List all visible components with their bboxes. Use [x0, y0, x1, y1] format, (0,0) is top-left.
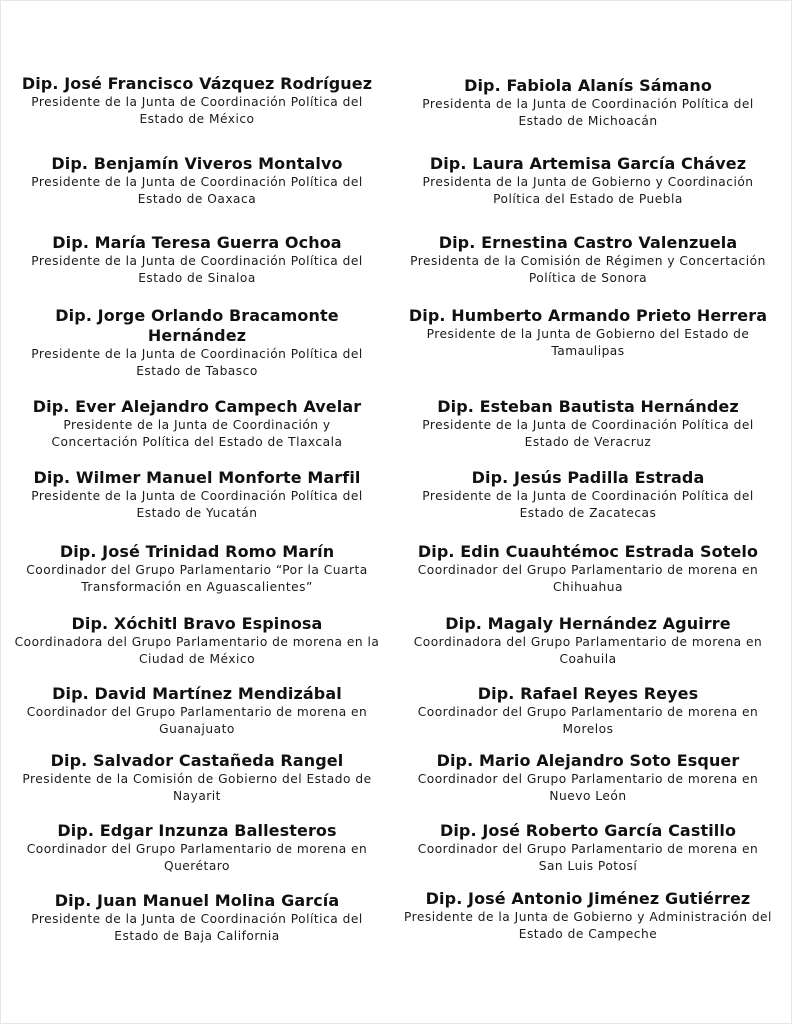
signatory-name: Dip. María Teresa Guerra Ochoa	[52, 233, 342, 252]
signatory-role: Presidente de la Junta de Coordinación y Concertación Política del Estado de Tlaxcala	[51, 418, 343, 449]
signatory-role: Presidente de la Junta de Gobierno del Estado de Tamaulipas	[426, 327, 750, 358]
signatory-entry	[11, 306, 383, 380]
signatory-entry	[396, 542, 780, 596]
signatory-role: Coordinador del Grupo Parlamentario de morena en Querétaro	[26, 842, 368, 873]
signatory-role: Presidenta de la Junta de Coordinación Política del Estado de Michoacán	[422, 97, 754, 128]
signatory-role: Presidente de la Junta de Coordinación Política del Estado de Yucatán	[31, 489, 363, 520]
signatory-name: Dip. José Francisco Vázquez Rodríguez	[21, 74, 373, 93]
signatory-role: Presidente de la Junta de Coordinación Política del Estado de Sinaloa	[31, 254, 363, 285]
signatory-name: Dip. Jesús Padilla Estrada	[471, 468, 705, 487]
signatory-entry	[396, 468, 780, 522]
signatory-role: Presidente de la Comisión de Gobierno del Estado de Nayarit	[22, 772, 372, 803]
signatory-role: Presidente de la Junta de Coordinación Política del Estado de Oaxaca	[31, 175, 363, 206]
signatory-entry	[11, 891, 383, 945]
signatory-name: Dip. Fabiola Alanís Sámano	[464, 76, 712, 95]
signatory-entry	[396, 76, 780, 130]
signatory-name: Dip. Laura Artemisa García Chávez	[429, 154, 747, 173]
signatory-role: Presidente de la Junta de Coordinación Política del Estado de México	[31, 95, 363, 126]
signatory-role: Coordinador del Grupo Parlamentario de morena en Nuevo León	[417, 772, 759, 803]
signatory-name: Dip. Wilmer Manuel Monforte Marfil	[33, 468, 361, 487]
signatory-entry	[396, 614, 780, 668]
signatory-role: Coordinador del Grupo Parlamentario de morena en Chihuahua	[417, 563, 759, 594]
signatory-entry	[396, 889, 780, 943]
signatory-role: Presidente de la Junta de Gobierno y Administración del Estado de Campeche	[404, 910, 772, 941]
signatory-name: Dip. Rafael Reyes Reyes	[477, 684, 699, 703]
signatory-name: Dip. Ever Alejandro Campech Avelar	[32, 397, 362, 416]
signatory-role: Coordinador del Grupo Parlamentario de morena en Guanajuato	[26, 705, 368, 736]
signatory-entry	[11, 684, 383, 738]
signatory-entry	[11, 468, 383, 522]
signatory-entry	[396, 751, 780, 805]
signatory-role: Presidenta de la Junta de Gobierno y Coordinación Política del Estado de Puebla	[422, 175, 754, 206]
signatory-role: Presidente de la Junta de Coordinación Política del Estado de Baja California	[31, 912, 363, 943]
signatory-name: Dip. Esteban Bautista Hernández	[437, 397, 739, 416]
signatory-role: Coordinadora del Grupo Parlamentario de morena en la Ciudad de México	[14, 635, 380, 666]
signatory-name: Dip. Edgar Inzunza Ballesteros	[57, 821, 337, 840]
signatory-name: Dip. Magaly Hernández Aguirre	[445, 614, 731, 633]
signatory-role: Presidente de la Junta de Coordinación Política del Estado de Zacatecas	[422, 489, 754, 520]
signatory-role: Presidente de la Junta de Coordinación Política del Estado de Veracruz	[422, 418, 754, 449]
signatory-role: Coordinadora del Grupo Parlamentario de morena en Coahuila	[413, 635, 763, 666]
signatory-name: Dip. Edin Cuauhtémoc Estrada Sotelo	[417, 542, 759, 561]
signatory-entry	[11, 614, 383, 668]
signatory-name: Dip. Ernestina Castro Valenzuela	[438, 233, 738, 252]
signatory-entry	[396, 154, 780, 208]
signatory-name: Dip. José Roberto García Castillo	[439, 821, 737, 840]
signatory-role: Presidenta de la Comisión de Régimen y Concertación Política de Sonora	[410, 254, 766, 285]
signatory-role: Presidente de la Junta de Coordinación Política del Estado de Tabasco	[31, 347, 363, 378]
signatory-entry	[11, 542, 383, 596]
signatory-entry	[396, 306, 780, 360]
signatory-entry	[11, 751, 383, 805]
signatory-entry	[11, 821, 383, 875]
signatory-entry	[396, 397, 780, 451]
signatory-name: Dip. Benjamín Viveros Montalvo	[51, 154, 343, 173]
signatory-role: Coordinador del Grupo Parlamentario de morena en San Luis Potosí	[417, 842, 759, 873]
signatory-role: Coordinador del Grupo Parlamentario de morena en Morelos	[417, 705, 759, 736]
signatory-name: Dip. Xóchitl Bravo Espinosa	[71, 614, 323, 633]
signatory-role: Coordinador del Grupo Parlamentario “Por la Cuarta Transformación en Aguascalientes”	[26, 563, 368, 594]
signatory-name: Dip. Humberto Armando Prieto Herrera	[408, 306, 768, 325]
signatory-entry	[11, 233, 383, 287]
signatory-name: Dip. José Antonio Jiménez Gutiérrez	[425, 889, 751, 908]
signatory-name: Dip. Jorge Orlando Bracamonte Hernández	[55, 306, 339, 345]
signatory-name: Dip. Mario Alejandro Soto Esquer	[436, 751, 740, 770]
signatory-name: Dip. Juan Manuel Molina García	[54, 891, 340, 910]
signatory-entry	[396, 821, 780, 875]
signatory-entry	[396, 233, 780, 287]
signatory-name: Dip. David Martínez Mendizábal	[52, 684, 342, 703]
signatory-name: Dip. Salvador Castañeda Rangel	[50, 751, 344, 770]
signatory-entry	[11, 74, 383, 128]
signatory-entry	[396, 684, 780, 738]
signatory-name: Dip. José Trinidad Romo Marín	[59, 542, 335, 561]
signatory-entry	[11, 154, 383, 208]
signatory-entry	[11, 397, 383, 451]
